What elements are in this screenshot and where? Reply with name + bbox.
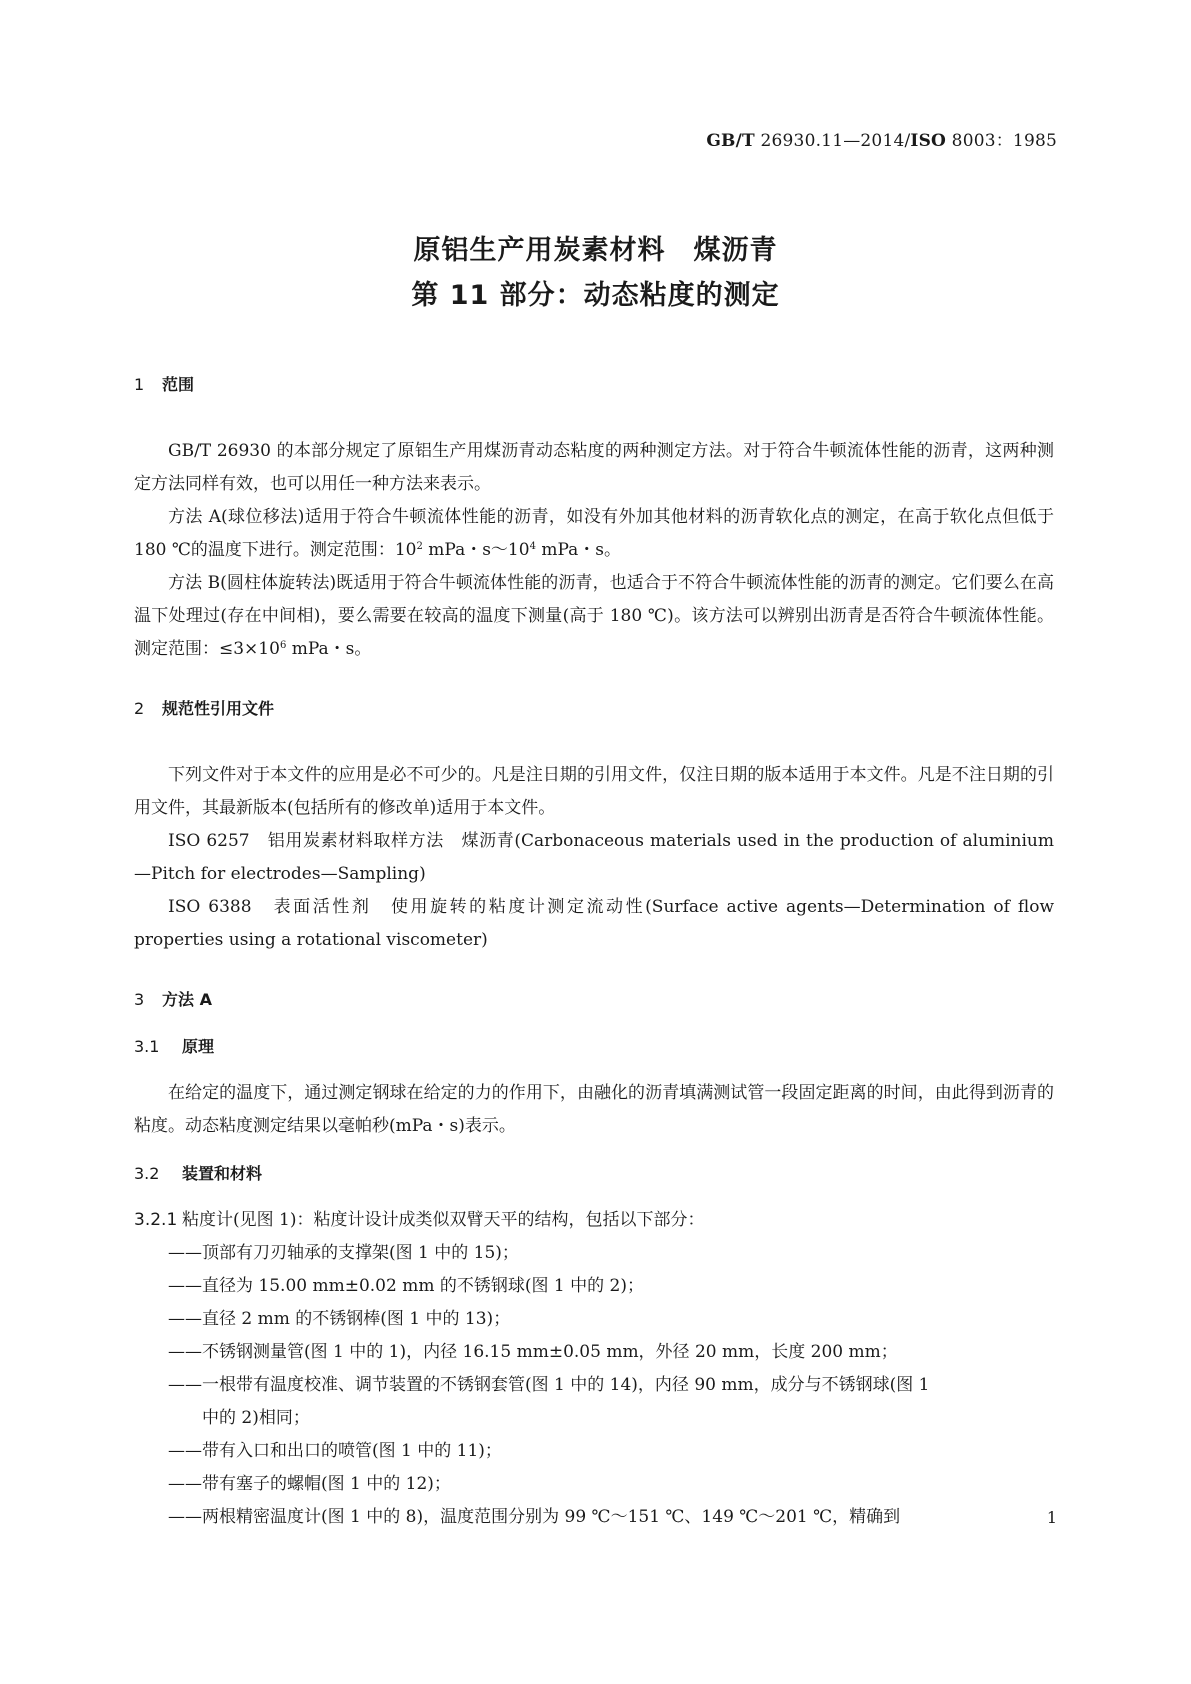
subsection-title: 原理 <box>182 1037 215 1056</box>
iso-prefix: ISO <box>910 131 947 151</box>
std-number: 26930.11—2014/ <box>760 131 911 151</box>
paragraph: 下列文件对于本文件的应用是必不可少的。凡是注日期的引用文件，仅注日期的版本适用于本文件。凡是不注日期的引用文件，其最新版本(包括所有的修改单)适用于本文件。 <box>134 765 1054 818</box>
document-title <box>0 228 1191 318</box>
paragraph: 在给定的温度下，通过测定钢球在给定的力的作用下，由融化的沥青填满测试管一段固定距离的时间，由此得到沥青的粘度。动态粘度测定结果以毫帕秒(mPa・s)表示。 <box>134 1083 1054 1136</box>
list-item: ——带有入口和出口的喷管(图 1 中的 11)； <box>168 1441 502 1461</box>
subsection-3-2-heading <box>134 1157 1054 1190</box>
reference-item: ISO 6388 表面活性剂 使用旋转的粘度计测定流动性(Surface active agents—Determination of flow properties using a rotational viscometer) <box>134 897 1054 950</box>
paragraph: 方法 B(圆柱体旋转法)既适用于符合牛顿流体性能的沥青，也适合于不符合牛顿流体性能的沥青的测定。它们要么在高温下处理过(存在中间相)，要么需要在较高的温度下测量(高于 180 ℃)。该方法可以辨别出沥青是否符合牛顿流体性能。测定范围：$\le 3\times 10^6$ mPa・s。 <box>134 573 1054 659</box>
section-title: 方法 A <box>162 990 212 1009</box>
list-item: ——两根精密温度计(图 1 中的 8)，温度范围分别为 99 ℃～151 ℃、149 ℃～201 ℃，精确到 <box>168 1507 901 1527</box>
section-3-heading <box>134 983 1054 1016</box>
list-item: ——直径为 15.00 mm±0.02 mm 的不锈钢球(图 1 中的 2)； <box>168 1276 644 1296</box>
section-2-heading <box>134 692 1054 725</box>
title-line-2: 第 11 部分：动态粘度的测定 <box>411 280 780 311</box>
clause-3-2-1 <box>134 1204 1054 1237</box>
subsection-number: 3.1 <box>134 1037 160 1056</box>
std-prefix: GB/T <box>706 131 755 151</box>
list-item: ——直径 2 mm 的不锈钢棒(图 1 中的 13)； <box>168 1309 511 1329</box>
section-title: 规范性引用文件 <box>162 699 275 718</box>
page-number: 1 <box>1046 1508 1057 1527</box>
section-number: 2 <box>134 699 145 718</box>
subsection-title: 装置和材料 <box>182 1164 263 1183</box>
reference-item: ISO 6257 铝用炭素材料取样方法 煤沥青(Carbonaceous materials used in the production of aluminium—Pitch for electrodes—Sampling) <box>134 831 1054 884</box>
list-item: ——顶部有刀刃轴承的支撑架(图 1 中的 15)； <box>168 1243 519 1263</box>
section-1-heading <box>134 368 1054 401</box>
paragraph: 方法 A(球位移法)适用于符合牛顿流体性能的沥青，如没有外加其他材料的沥青软化点的测定，在高于软化点但低于 180 ℃的温度下进行。测定范围：$10^2$ mPa・$s\sim 10^4$ mPa・s。 <box>134 507 1054 560</box>
subsection-3-1-heading <box>134 1030 1054 1063</box>
clause-number: 3.2.1 <box>134 1210 178 1230</box>
section-title: 范围 <box>162 375 195 394</box>
list-item: ——一根带有温度校准、调节装置的不锈钢套管(图 1 中的 14)，内径 90 mm，成分与不锈钢球(图 1 中的 2)相同； <box>168 1375 930 1428</box>
section-number: 3 <box>134 990 145 1009</box>
paragraph: GB/T 26930 的本部分规定了原铝生产用煤沥青动态粘度的两种测定方法。对于符合牛顿流体性能的沥青，这两种测定方法同样有效，也可以用任一种方法来表示。 <box>134 441 1054 494</box>
standard-code <box>706 126 1057 151</box>
iso-number: 8003：1985 <box>951 131 1057 151</box>
subsection-number: 3.2 <box>134 1164 160 1183</box>
clause-text: 粘度计(见图 1)：粘度计设计成类似双臂天平的结构，包括以下部分： <box>182 1210 705 1230</box>
document-body <box>134 368 1054 1534</box>
list-item: ——不锈钢测量管(图 1 中的 1)，内径 16.15 mm±0.05 mm，外径 20 mm，长度 200 mm； <box>168 1342 898 1362</box>
section-number: 1 <box>134 375 145 394</box>
title-line-1: 原铝生产用炭素材料 煤沥青 <box>413 235 778 266</box>
list-item: ——带有塞子的螺帽(图 1 中的 12)； <box>168 1474 451 1494</box>
